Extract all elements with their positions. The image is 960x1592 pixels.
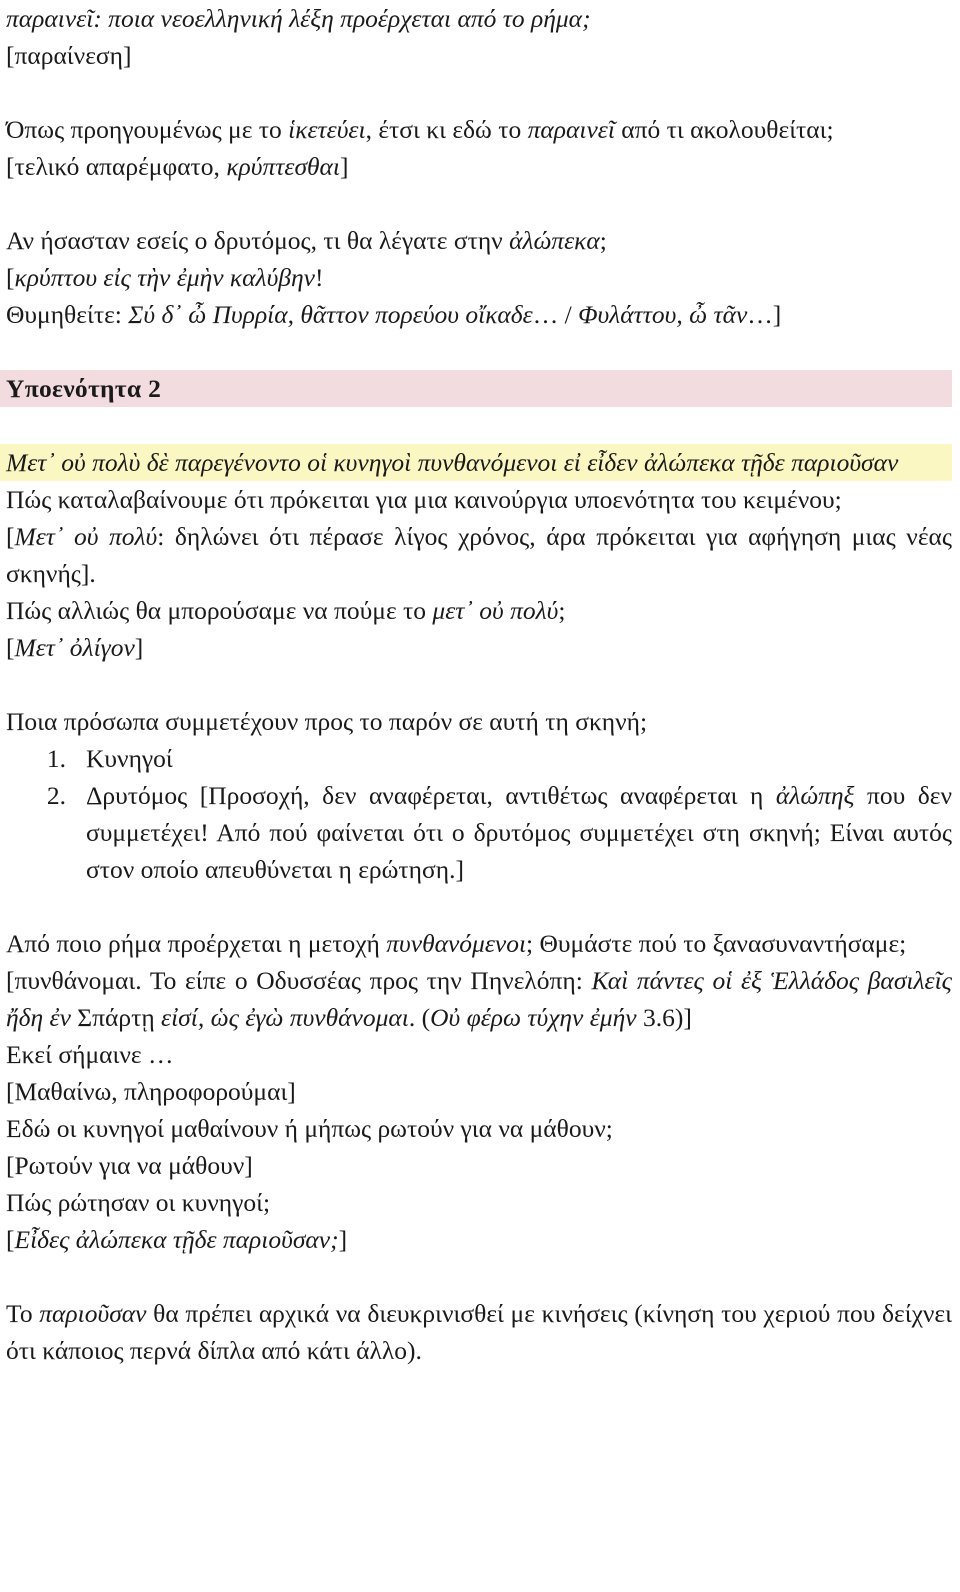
question-paragraph: παραινεῖ: ποια νεοελληνική λέξη προέρχεται από το ρήμα;	[6, 4, 591, 33]
spacer	[6, 888, 952, 925]
closing-paragraph: Το παριοῦσαν θα πρέπει αρχικά να διευκρινισθεί με κινήσεις (κίνηση του χεριού που δείχνει ότι κάποιος περνά δίπλα από κάτι άλλο).	[6, 1299, 952, 1365]
spacer	[6, 333, 952, 370]
participants-list	[6, 740, 952, 888]
answer-paragraph: [Μετ᾽ ὀλίγον]	[6, 633, 144, 662]
question-paragraph: Ποια πρόσωπα συμμετέχουν προς το παρόν σε αυτή τη σκηνή;	[6, 707, 648, 736]
answer-paragraph: [τελικό απαρέμφατο, κρύπτεσθαι]	[6, 152, 349, 181]
text-line: Εδώ οι κυνηγοί μαθαίνουν ή μήπως ρωτούν για να μάθουν;	[6, 1114, 613, 1143]
text-line: [Εἶδες ἀλώπεκα τῇδε παριοῦσαν;]	[6, 1225, 348, 1254]
spacer	[6, 74, 952, 111]
section-heading: Υποενότητα 2	[0, 370, 952, 407]
spacer	[6, 1258, 952, 1295]
question-paragraph: Από ποιο ρήμα προέρχεται η μετοχή πυνθανόμενοι; Θυμάστε πού το ξανασυναντήσαμε;	[6, 929, 907, 958]
question-paragraph: Πώς αλλιώς θα μπορούσαμε να πούμε το μετ᾽ οὐ πολύ;	[6, 596, 566, 625]
question-paragraph: Όπως προηγουμένως με το ἱκετεύει, έτσι κι εδώ το παραινεῖ από τι ακολουθείται;	[6, 115, 834, 144]
greek-passage: Μετ᾽ οὐ πολὺ δὲ παρεγένοντο οἱ κυνηγοὶ πυνθανόμενοι εἰ εἶδεν ἀλώπεκα τῇδε παριοῦσαν	[0, 444, 952, 481]
answer-paragraph: [κρύπτου εἰς τὴν ἐμὴν καλύβην!	[6, 263, 324, 292]
text-line: [Μαθαίνω, πληροφορούμαι]	[6, 1077, 296, 1106]
answer-paragraph: [Μετ᾽ οὐ πολύ: δηλώνει ότι πέρασε λίγος χρόνος, άρα πρόκειται για αφήγηση μιας νέας σκηνής].	[6, 522, 952, 588]
spacer	[6, 407, 952, 444]
text-line: Πώς ρώτησαν οι κυνηγοί;	[6, 1188, 271, 1217]
answer-paragraph: [παραίνεση]	[6, 41, 132, 70]
question-paragraph: Αν ήσασταν εσείς ο δρυτόμος, τι θα λέγατε στην ἀλώπεκα;	[6, 226, 607, 255]
spacer	[6, 185, 952, 222]
list-item: 2. Δρυτόμος [Προσοχή, δεν αναφέρεται, αντιθέτως αναφέρεται η ἀλώπηξ που δεν συμμετέχει! Από πού φαίνεται ότι ο δρυτόμος συμμετέχει στη σκηνή; Είναι αυτός στον οποίο απευθύνεται η ερώτηση.]	[46, 781, 952, 884]
list-item: 1. Κυνηγοί	[46, 744, 173, 773]
answer-paragraph: [πυνθάνομαι. Το είπε ο Οδυσσέας προς την Πηνελόπη: Καὶ πάντες οἱ ἐξ Ἑλλάδος βασιλεῖς ἤδη ἐν Σπάρτῃ εἰσί, ὡς ἐγὼ πυνθάνομαι. (Οὐ φέρω τύχην ἐμήν 3.6)]	[6, 966, 953, 1032]
spacer	[6, 666, 952, 703]
text-line: Εκεί σήμαινε …	[6, 1040, 174, 1069]
question-paragraph: Πώς καταλαβαίνουμε ότι πρόκειται για μια καινούργια υποενότητα του κειμένου;	[6, 485, 842, 514]
text-line: [Ρωτούν για να μάθουν]	[6, 1151, 253, 1180]
answer-paragraph: Θυμηθείτε: Σύ δ᾿ ὦ Πυρρία, θᾶττον πορεύου οἴκαδε… / Φυλάττου, ὦ τᾶν…]	[6, 300, 782, 329]
